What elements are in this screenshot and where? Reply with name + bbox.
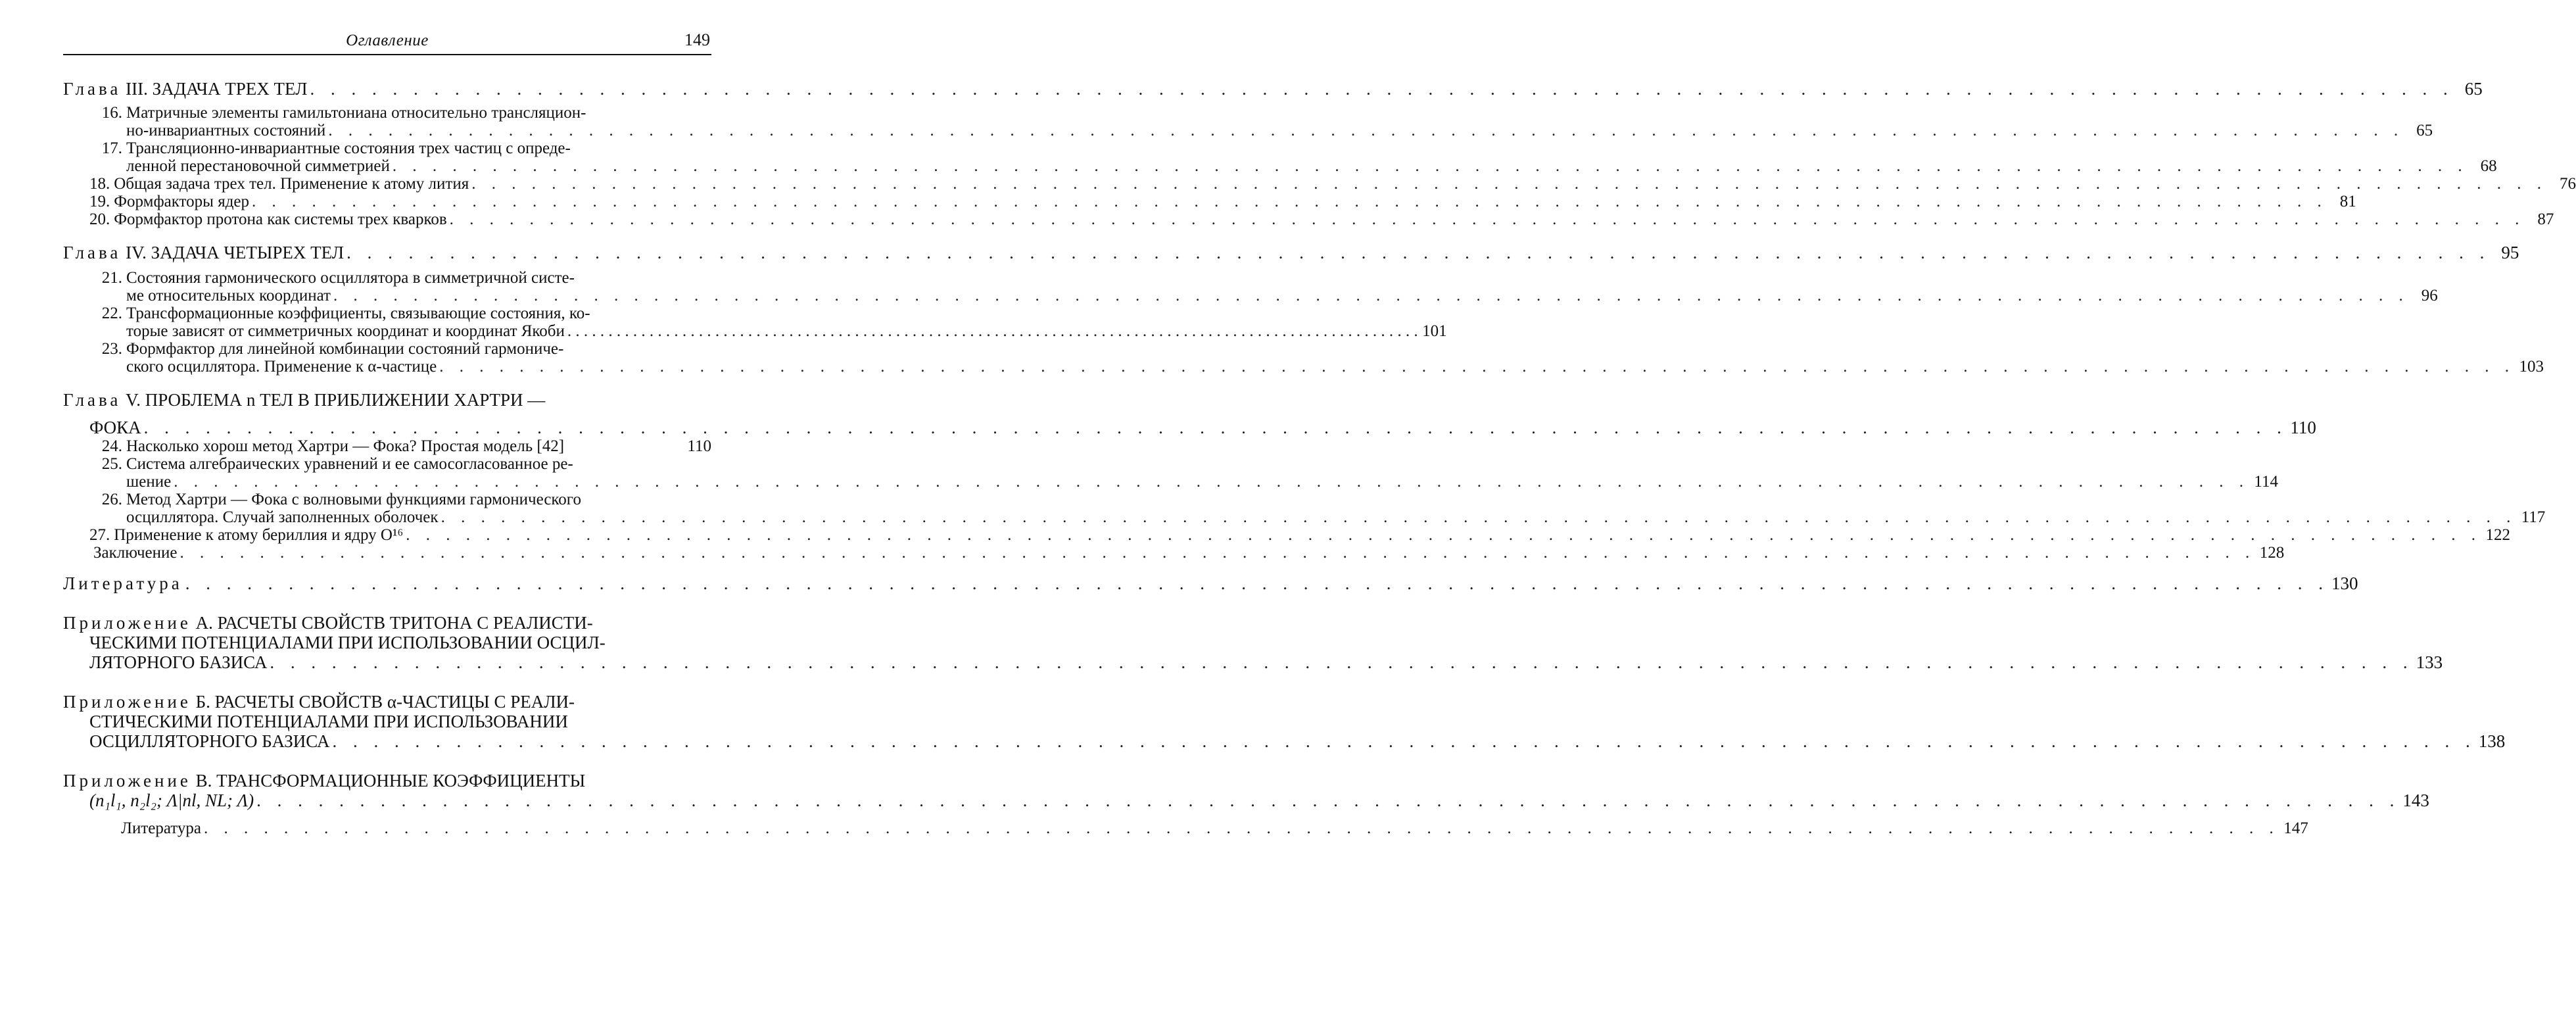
leader-dots — [332, 731, 2475, 751]
item-text: Трансформационные коэффициенты, связывающие состояния, ко- — [126, 304, 590, 322]
item-number: 26. — [101, 491, 122, 508]
item-number: 27. — [89, 526, 110, 544]
item-number: 25. — [101, 455, 122, 473]
leader-dots — [252, 193, 2327, 210]
item-text: Формфактор для линейной комбинации состояний гармониче- — [126, 340, 564, 358]
chapter-title: V. ПРОБЛЕМА n ТЕЛ В ПРИБЛИЖЕНИИ ХАРТРИ — — [126, 390, 546, 410]
appendix-label: Приложение — [63, 771, 191, 791]
literature-label: Литература — [121, 819, 201, 837]
toc-page: 138 — [2478, 731, 2506, 751]
leader-dots — [450, 210, 2525, 228]
page-title: Оглавление — [346, 32, 429, 49]
toc-item-25[interactable] — [63, 455, 2278, 491]
toc-appendix-literature[interactable] — [63, 819, 2308, 837]
item-number: 24. — [101, 437, 122, 455]
toc-page: 101 — [1422, 322, 1447, 340]
toc-chapter-3[interactable] — [63, 79, 2483, 99]
toc-page: 96 — [2421, 287, 2438, 304]
toc-page: 117 — [2521, 508, 2546, 526]
item-number: 18. — [89, 175, 110, 193]
leader-dots — [333, 287, 2409, 304]
leader-dots — [180, 544, 2256, 562]
appendix-label: Приложение — [63, 692, 191, 712]
chapter-label: Глава — [63, 243, 122, 262]
toc-item-16[interactable] — [63, 104, 2433, 139]
item-number: 21. — [101, 269, 122, 287]
item-text: Система алгебраических уравнений и ее самосогласованное ре- — [126, 455, 573, 473]
toc-page: 76 — [2559, 175, 2576, 193]
item-text: Трансляционно-инвариантные состояния трех частиц с опреде- — [126, 139, 571, 157]
toc-item-26[interactable] — [63, 491, 2546, 526]
appendix-title: А. РАСЧЕТЫ СВОЙСТВ ТРИТОНА С РЕАЛИСТИ- — [195, 613, 593, 633]
leader-dots — [310, 79, 2453, 99]
toc-page: 147 — [2283, 819, 2308, 837]
toc-page: 133 — [2416, 652, 2443, 672]
item-text: Матричные элементы гамильтониана относительно трансляцион- — [126, 104, 586, 122]
toc-page: 110 — [687, 437, 711, 455]
leader-dots — [270, 652, 2413, 672]
toc-item-19[interactable] — [63, 193, 2356, 210]
toc-item-27[interactable] — [63, 526, 2510, 544]
item-text: Насколько хорош метод Хартри — Фока? Простая модель [42] — [126, 437, 565, 455]
appendix-title-cont: ОСЦИЛЛЯТОРНОГО БАЗИСА — [89, 731, 330, 751]
leader-dots — [441, 508, 2517, 526]
item-text: Состояния гармонического осциллятора в симметричной систе- — [126, 269, 575, 287]
leader-dots — [393, 157, 2468, 175]
item-text: Формфактор протона как системы трех кварков — [114, 210, 447, 228]
leader-dots — [567, 322, 1418, 340]
appendix-title-cont: (n₁l₁, n₂l₂; Λ|nl, NL; Λ) — [89, 791, 254, 810]
appendix-title-cont: СТИЧЕСКИМИ ПОТЕНЦИАЛАМИ ПРИ ИСПОЛЬЗОВАНИИ — [89, 712, 568, 731]
toc-item-21[interactable] — [63, 269, 2438, 304]
item-text: Формфакторы ядер — [114, 193, 250, 210]
item-text: Заключение — [93, 544, 178, 562]
toc-item-18[interactable] — [63, 175, 2576, 193]
toc-page: 87 — [2537, 210, 2554, 228]
leader-dots — [328, 122, 2404, 139]
toc-page: 114 — [2254, 473, 2278, 491]
item-text: Применение к атому бериллия и ядру O¹⁶ — [114, 526, 404, 544]
leader-dots — [144, 418, 2287, 437]
appendix-title-cont: ЛЯТОРНОГО БАЗИСА — [89, 652, 268, 672]
appendix-title: В. ТРАНСФОРМАЦИОННЫЕ КОЭФФИЦИЕНТЫ — [195, 771, 586, 791]
toc-item-17[interactable] — [63, 139, 2497, 175]
toc-page: 95 — [2501, 243, 2519, 262]
chapter-title: IV. ЗАДАЧА ЧЕТЫРЕХ ТЕЛ — [126, 243, 345, 262]
chapter-label: Глава — [63, 79, 122, 99]
toc-item-24[interactable] — [63, 437, 711, 455]
chapter-title: III. ЗАДАЧА ТРЕХ ТЕЛ — [126, 79, 308, 99]
toc-page: 65 — [2416, 122, 2433, 139]
toc-chapter-5[interactable] — [63, 390, 2316, 437]
toc-appendix-b[interactable] — [63, 692, 2506, 751]
toc-page: 122 — [2485, 526, 2510, 544]
toc-page: 103 — [2519, 358, 2544, 376]
toc-item-22[interactable] — [63, 304, 1447, 340]
leader-dots — [185, 573, 2329, 593]
leader-dots — [439, 358, 2515, 376]
table-of-contents — [63, 79, 2576, 837]
item-text-cont: торые зависят от симметричных координат и координат Якоби — [126, 322, 565, 340]
item-number: 19. — [89, 193, 110, 210]
toc-item-23[interactable] — [63, 340, 2544, 376]
item-text-cont: шение — [126, 473, 172, 491]
toc-item-conclusion[interactable] — [63, 544, 2285, 562]
item-text-cont: ского осциллятора. Применение к α-частице — [126, 358, 437, 376]
item-number: 17. — [101, 139, 122, 157]
leader-dots — [204, 819, 2279, 837]
page-header — [63, 26, 711, 55]
appendix-title-cont: ЧЕСКИМИ ПОТЕНЦИАЛАМИ ПРИ ИСПОЛЬЗОВАНИИ ОСЦИЛ- — [89, 633, 606, 652]
leader-dots — [256, 791, 2400, 810]
item-number: 22. — [101, 304, 122, 322]
item-text-cont: ме относительных координат — [126, 287, 331, 304]
toc-chapter-4[interactable] — [63, 243, 2519, 262]
toc-page: 65 — [2464, 79, 2483, 99]
item-text: Метод Хартри — Фока с волновыми функциями гармонического — [126, 491, 581, 508]
toc-item-20[interactable] — [63, 210, 2554, 228]
toc-page: 68 — [2480, 157, 2497, 175]
appendix-label: Приложение — [63, 613, 191, 633]
toc-page: 110 — [2290, 418, 2316, 437]
document-page — [63, 26, 2576, 837]
leader-dots — [471, 175, 2547, 193]
literature-label: Литература — [63, 573, 183, 593]
item-number: 16. — [101, 104, 122, 122]
leader-dots — [174, 473, 2249, 491]
toc-literature[interactable] — [63, 573, 2358, 593]
toc-appendix-c[interactable] — [63, 771, 2429, 810]
toc-appendix-a[interactable] — [63, 613, 2443, 672]
item-text-cont: осциллятора. Случай заполненных оболочек — [126, 508, 439, 526]
toc-page: 143 — [2402, 791, 2429, 810]
page-number: 149 — [684, 30, 710, 49]
chapter-title-cont: ФОКА — [89, 418, 141, 437]
appendix-title: Б. РАСЧЕТЫ СВОЙСТВ α-ЧАСТИЦЫ С РЕАЛИ- — [195, 692, 575, 712]
chapter-label: Глава — [63, 390, 122, 410]
toc-page: 130 — [2331, 573, 2358, 593]
toc-page: 128 — [2259, 544, 2285, 562]
leader-dots — [346, 243, 2490, 262]
leader-dots — [406, 526, 2481, 544]
toc-page: 81 — [2339, 193, 2356, 210]
item-text-cont: но-инвариантных состояний — [126, 122, 326, 139]
item-number: 20. — [89, 210, 110, 228]
item-number: 23. — [101, 340, 122, 358]
item-text: Общая задача трех тел. Применение к атому лития — [114, 175, 469, 193]
item-text-cont: ленной перестановочной симметрией — [126, 157, 390, 175]
